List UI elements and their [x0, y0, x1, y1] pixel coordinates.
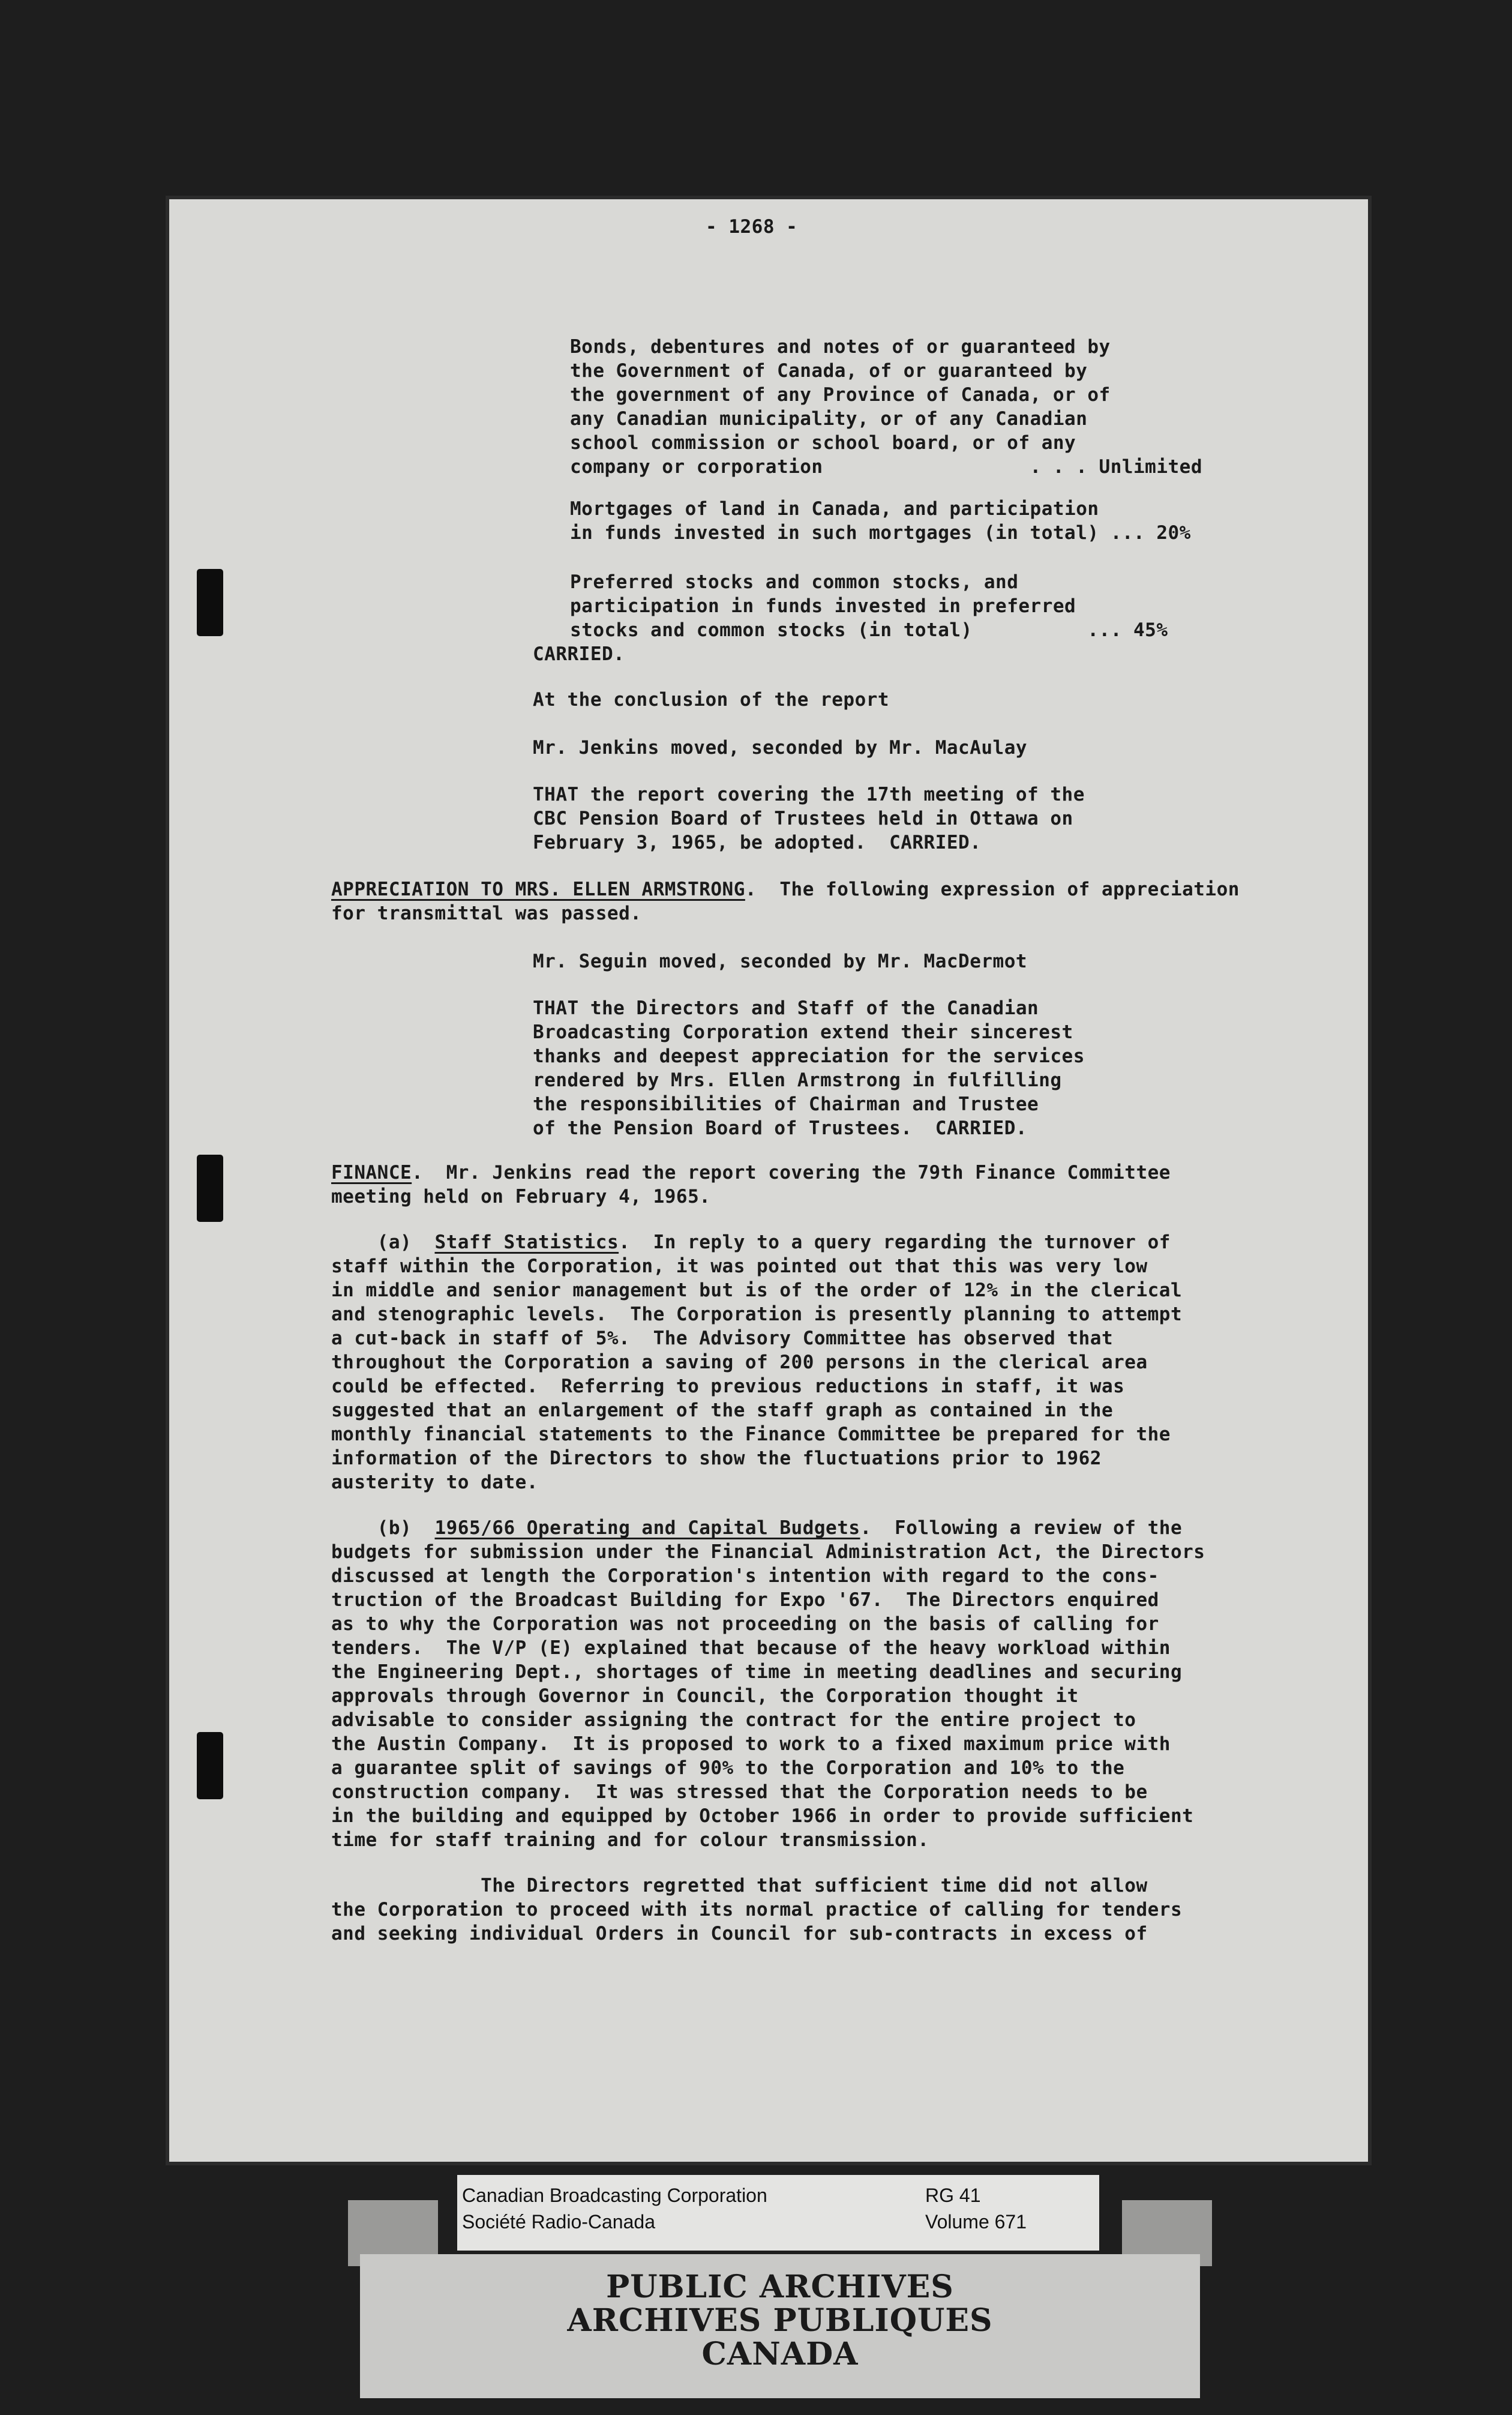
text-line: [331, 1448, 1102, 1469]
text-line: [533, 997, 1039, 1019]
text-line: [533, 1045, 1085, 1067]
line-text: and seeking individual Orders in Council for sub-contracts in excess of: [331, 1923, 1148, 1944]
line-text: Mr. Jenkins moved, seconded by Mr. MacAulay: [533, 737, 1028, 759]
text-line: [533, 784, 1085, 805]
text-line: [331, 1565, 1159, 1587]
text-line: [533, 951, 1027, 972]
line-text: CARRIED.: [533, 643, 625, 665]
text-line: [570, 336, 1111, 358]
line-text: discussed at length the Corporation's intention with regard to the cons-: [331, 1565, 1159, 1587]
label-org-fr: Société Radio-Canada: [462, 2211, 655, 2233]
label-record-group: RG 41: [925, 2185, 981, 2206]
line-text: Mortgages of land in Canada, and participation: [570, 498, 1099, 520]
line-text: staff within the Corporation, it was pointed out that this was very low: [331, 1256, 1148, 1277]
text-line: [331, 1923, 1148, 1944]
line-text: rendered by Mrs. Ellen Armstrong in fulfilling: [533, 1069, 1062, 1091]
line-text: THAT the Directors and Staff of the Canadian: [533, 997, 1039, 1019]
text-line: [331, 1899, 1182, 1920]
text-line: [331, 1589, 1159, 1611]
section-heading-line: [331, 1162, 1171, 1183]
text-line: [331, 1304, 1182, 1325]
binding-hole-marker: [197, 1732, 223, 1799]
stamp-line-2: ARCHIVES PUBLIQUES: [567, 2302, 993, 2339]
text-line: [331, 1829, 929, 1851]
line-text: Mr. Seguin moved, seconded by Mr. MacDermot: [533, 951, 1028, 972]
binding-hole-marker: [197, 569, 223, 636]
line-text: and stenographic levels. The Corporation is presently planning to attempt: [331, 1304, 1183, 1325]
line-text: suggested that an enlargement of the staff graph as contained in the: [331, 1400, 1114, 1421]
stamp-line-3: CANADA: [701, 2336, 859, 2372]
text-line: [533, 1117, 1027, 1139]
line-text: Broadcasting Corporation extend their sincerest: [533, 1021, 1073, 1043]
line-text: the Corporation to proceed with its normal practice of calling for tenders: [331, 1899, 1183, 1920]
text-line: [570, 498, 1099, 520]
text-line: [331, 1280, 1182, 1301]
text-line: [331, 1328, 1113, 1349]
line-prefix: (a): [331, 1232, 435, 1253]
text-line: [533, 737, 1027, 759]
line-text: a cut-back in staff of 5%. The Advisory Committee has observed that: [331, 1328, 1114, 1349]
underlined-heading: 1965/66 Operating and Capital Budgets: [434, 1517, 860, 1539]
line-text: . Following a review of the: [860, 1517, 1183, 1539]
text-line: [331, 1613, 1159, 1635]
page-number: - 1268 -: [706, 216, 798, 238]
text-line: [331, 1424, 1171, 1445]
section-heading-line: [331, 1232, 1171, 1253]
text-line: [331, 1875, 1148, 1896]
line-text: in the building and equipped by October 1966 in order to provide sufficient: [331, 1805, 1194, 1827]
text-line: [570, 571, 1018, 593]
public-archives-stamp: [360, 2254, 1200, 2398]
text-line: [533, 643, 625, 665]
line-text: . In reply to a query regarding the turnover of: [619, 1232, 1171, 1253]
line-text: meeting held on February 4, 1965.: [331, 1186, 711, 1208]
line-text: the Government of Canada, of or guaranteed by: [570, 360, 1088, 382]
label-volume: Volume 671: [925, 2211, 1027, 2233]
line-text: participation in funds invested in preferred: [570, 595, 1076, 617]
line-text: in funds invested in such mortgages (in total) ... 20%: [570, 522, 1191, 544]
text-line: [570, 432, 1076, 454]
line-text: company or corporation . . . Unlimited: [570, 456, 1202, 478]
line-text: the responsibilities of Chairman and Trustee: [533, 1093, 1039, 1115]
line-text: advisable to consider assigning the contract for the entire project to: [331, 1709, 1136, 1731]
binding-hole-marker: [197, 1155, 223, 1222]
text-line: [331, 1781, 1148, 1803]
section-heading-line: [331, 879, 1240, 900]
line-text: CBC Pension Board of Trustees held in Ottawa on: [533, 808, 1073, 829]
text-line: [331, 903, 641, 924]
text-line: [331, 1186, 710, 1208]
text-line: [331, 1685, 1079, 1707]
line-text: thanks and deepest appreciation for the services: [533, 1045, 1085, 1067]
text-line: [533, 808, 1073, 829]
line-text: stocks and common stocks (in total) ... 45%: [570, 619, 1168, 641]
underlined-heading: APPRECIATION TO MRS. ELLEN ARMSTRONG: [331, 879, 745, 900]
line-prefix: (b): [331, 1517, 435, 1539]
line-text: At the conclusion of the report: [533, 689, 890, 711]
line-text: construction company. It was stressed that the Corporation needs to be: [331, 1781, 1148, 1803]
text-line: [331, 1709, 1136, 1731]
line-text: of the Pension Board of Trustees. CARRIED.: [533, 1117, 1028, 1139]
line-text: throughout the Corporation a saving of 200 persons in the clerical area: [331, 1352, 1148, 1373]
text-line: [331, 1256, 1148, 1277]
line-text: truction of the Broadcast Building for Expo '67. The Directors enquired: [331, 1589, 1159, 1611]
label-org-en: Canadian Broadcasting Corporation: [462, 2185, 767, 2206]
text-line: [331, 1757, 1124, 1779]
archive-label-strip: [348, 2164, 1212, 2415]
line-text: February 3, 1965, be adopted. CARRIED.: [533, 832, 982, 853]
line-text: in middle and senior management but is of the order of 12% in the clerical: [331, 1280, 1183, 1301]
line-text: THAT the report covering the 17th meeting of the: [533, 784, 1085, 805]
text-line: [331, 1352, 1148, 1373]
line-text: the Engineering Dept., shortages of time in meeting deadlines and securing: [331, 1661, 1183, 1683]
text-line: [533, 1093, 1039, 1115]
line-text: . The following expression of appreciation: [745, 879, 1240, 900]
line-text: approvals through Governor in Council, the Corporation thought it: [331, 1685, 1079, 1707]
text-line: [570, 456, 1202, 478]
text-line: [570, 522, 1191, 544]
text-line: [533, 1069, 1062, 1091]
line-text: any Canadian municipality, or of any Canadian: [570, 408, 1088, 430]
line-text: The Directors regretted that sufficient time did not allow: [331, 1875, 1148, 1896]
line-text: Bonds, debentures and notes of or guaranteed by: [570, 336, 1111, 358]
text-line: [331, 1661, 1182, 1683]
underlined-heading: FINANCE: [331, 1162, 412, 1183]
text-line: [331, 1805, 1193, 1827]
line-text: . Mr. Jenkins read the report covering the 79th Finance Committee: [412, 1162, 1171, 1183]
line-text: could be effected. Referring to previous reductions in staff, it was: [331, 1376, 1125, 1397]
stamp-line-1: PUBLIC ARCHIVES: [606, 2269, 954, 2305]
text-line: [331, 1541, 1205, 1563]
line-text: time for staff training and for colour transmission.: [331, 1829, 929, 1851]
archive-label: [457, 2175, 1099, 2251]
line-text: monthly financial statements to the Finance Committee be prepared for the: [331, 1424, 1171, 1445]
text-line: [533, 832, 981, 853]
text-line: [331, 1400, 1113, 1421]
line-text: as to why the Corporation was not proceeding on the basis of calling for: [331, 1613, 1159, 1635]
text-line: [570, 408, 1087, 430]
line-text: budgets for submission under the Financial Administration Act, the Directors: [331, 1541, 1205, 1563]
text-line: [331, 1376, 1124, 1397]
line-text: school commission or school board, or of any: [570, 432, 1076, 454]
text-line: [533, 689, 889, 711]
text-line: [533, 1021, 1073, 1043]
line-text: the Austin Company. It is proposed to work to a fixed maximum price with: [331, 1733, 1171, 1755]
text-line: [331, 1733, 1171, 1755]
line-text: for transmittal was passed.: [331, 903, 642, 924]
section-heading-line: [331, 1517, 1182, 1539]
text-line: [570, 384, 1111, 406]
text-line: [570, 360, 1087, 382]
text-line: [570, 619, 1168, 641]
underlined-heading: Staff Statistics: [434, 1232, 619, 1253]
line-text: information of the Directors to show the fluctuations prior to 1962: [331, 1448, 1102, 1469]
line-text: austerity to date.: [331, 1472, 538, 1493]
text-line: [570, 595, 1076, 617]
line-text: Preferred stocks and common stocks, and: [570, 571, 1019, 593]
line-text: the government of any Province of Canada, or of: [570, 384, 1111, 406]
document-page: [166, 196, 1372, 2165]
text-line: [331, 1472, 538, 1493]
line-text: a guarantee split of savings of 90% to the Corporation and 10% to the: [331, 1757, 1125, 1779]
text-line: [331, 1637, 1171, 1659]
line-text: tenders. The V/P (E) explained that because of the heavy workload within: [331, 1637, 1171, 1659]
